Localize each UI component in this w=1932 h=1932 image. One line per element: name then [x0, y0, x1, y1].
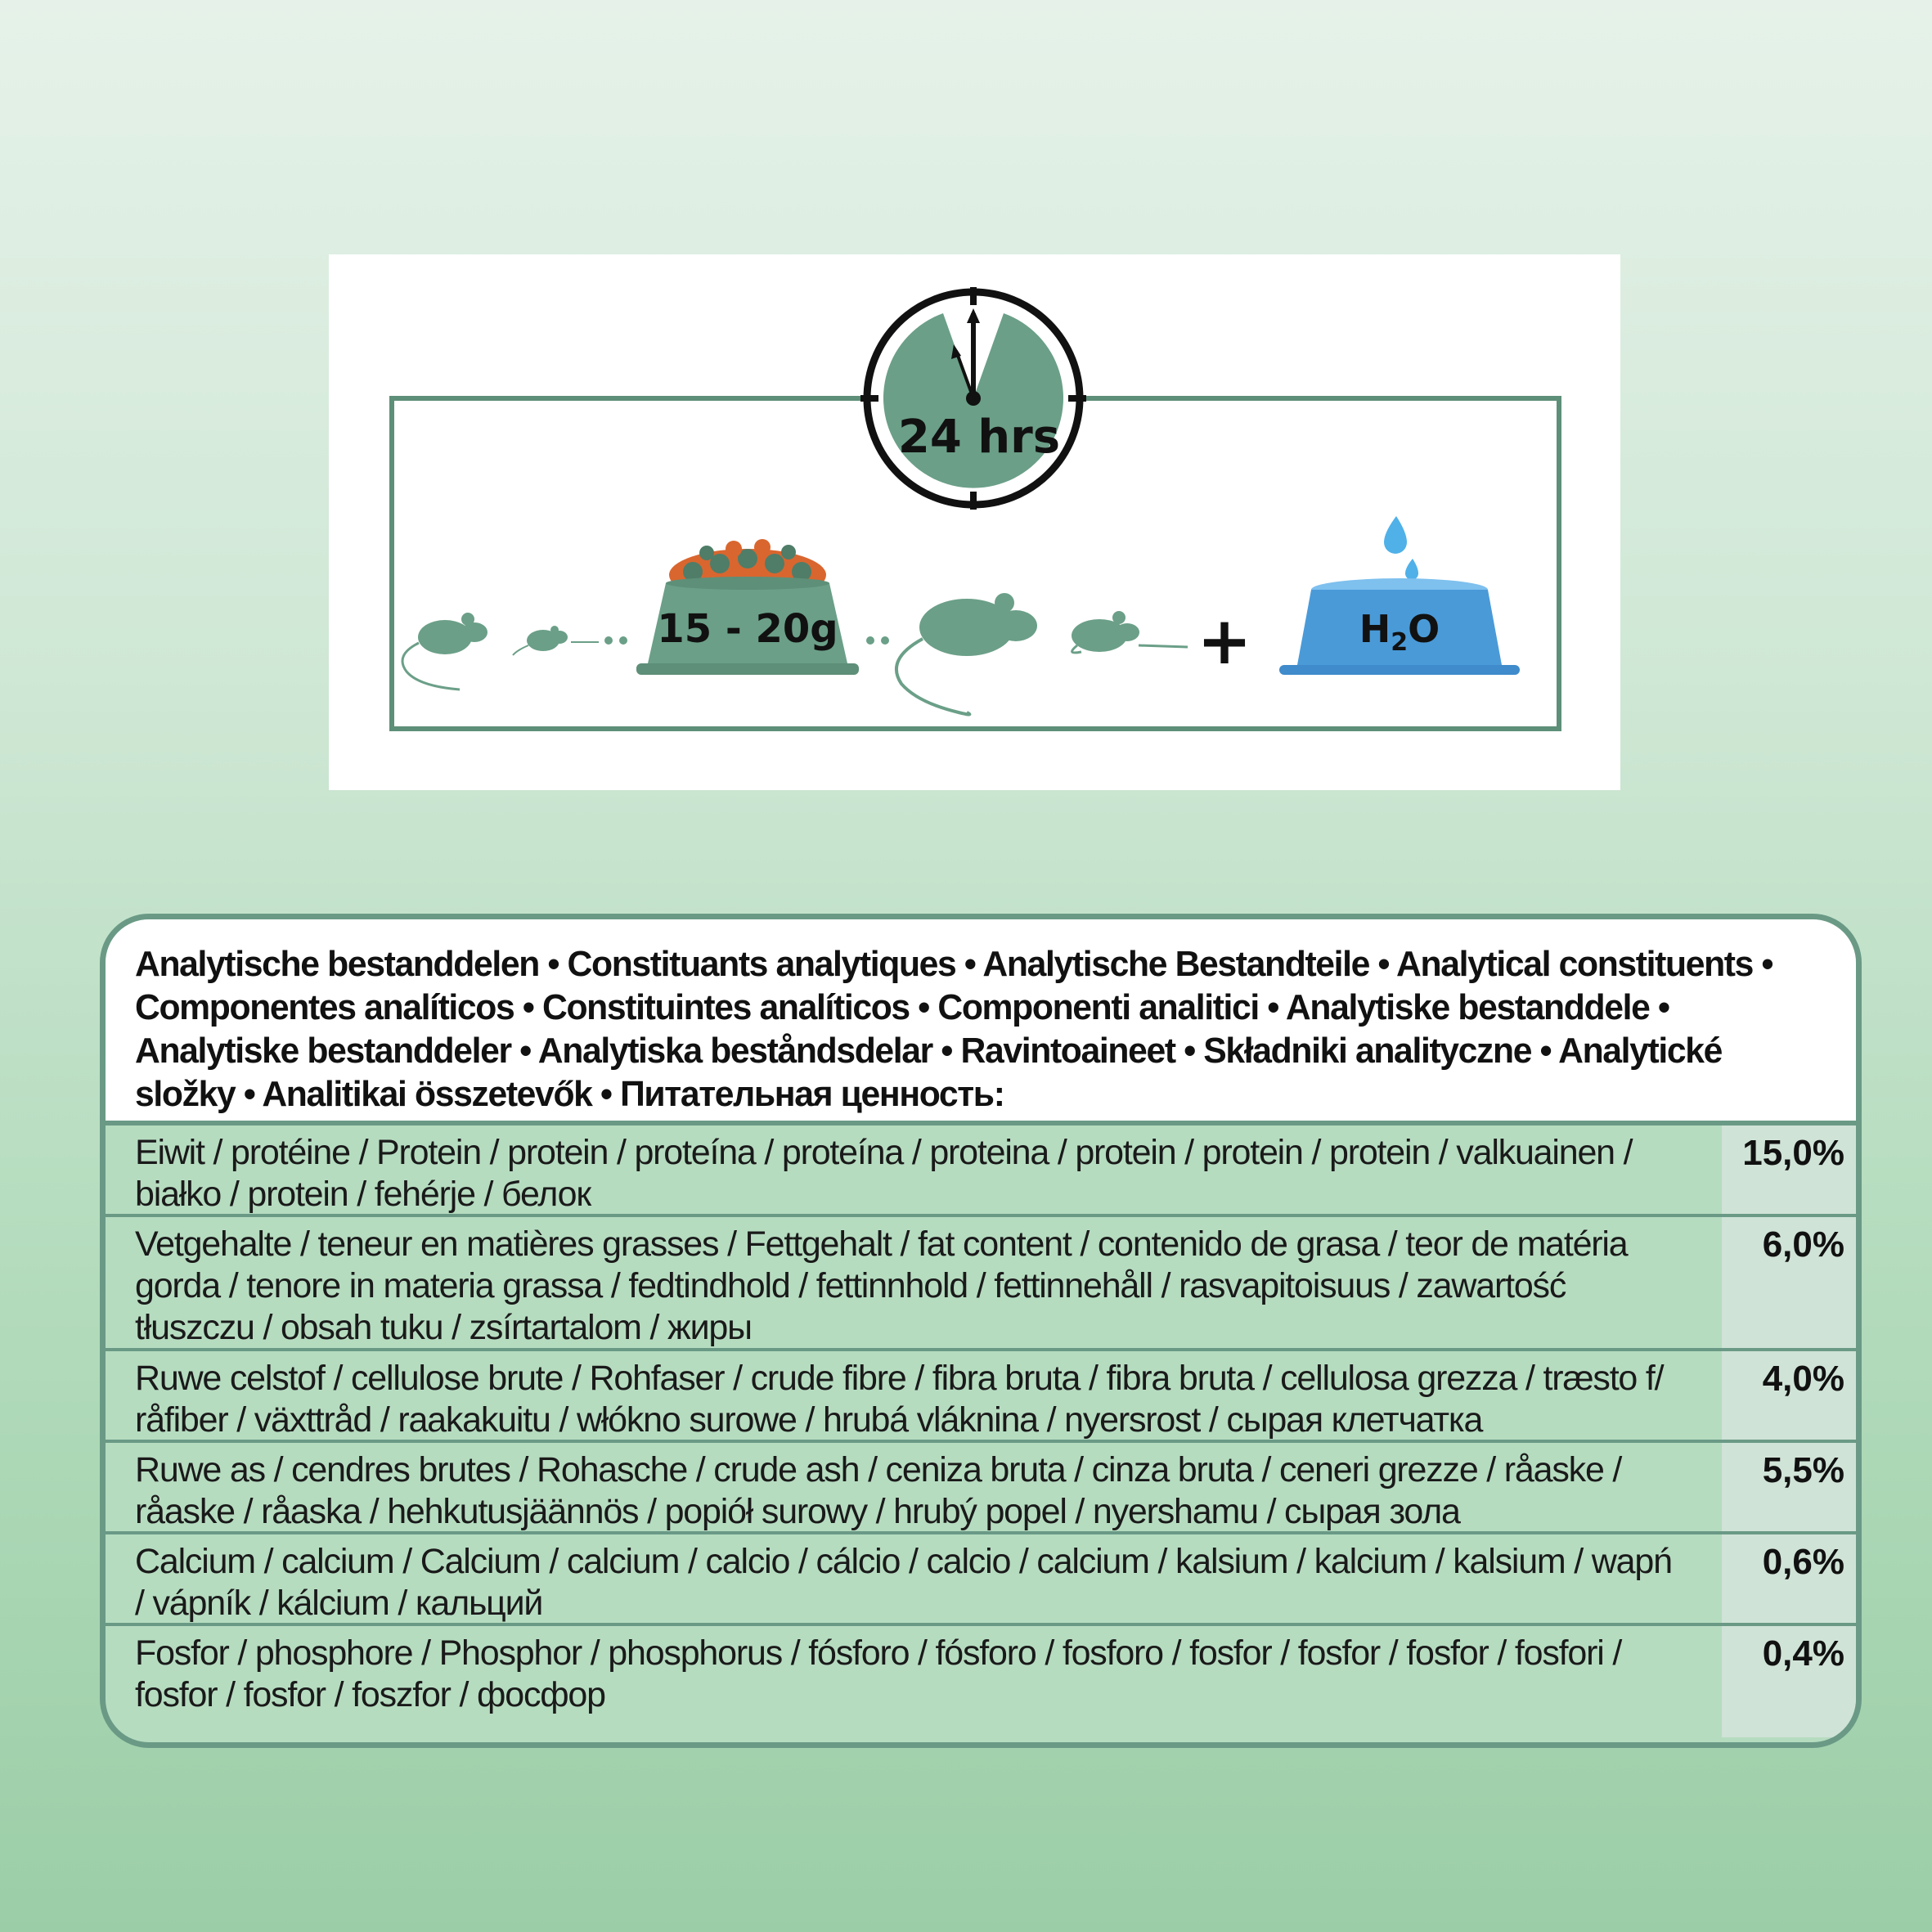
food-amount-label: 15 - 20g — [657, 606, 838, 652]
feeding-instructions-panel — [329, 254, 1620, 790]
row-label-ash: Ruwe as / cendres brutes / Rohasche / crude ash / ceniza bruta / cinza bruta / ceneri grezze / råaske / råaske / råaska / hehkutusjäännös / popiół surowy / hrubý popel / nyershamu / сырая зола — [135, 1450, 1622, 1531]
row-value-ash: 5,5% — [1762, 1450, 1844, 1490]
row-value-fibre: 4,0% — [1762, 1359, 1844, 1399]
row-value-calcium: 0,6% — [1762, 1542, 1844, 1582]
table-row — [106, 1534, 1856, 1626]
row-label-protein: Eiwit / protéine / Protein / protein / proteína / proteína / proteina / protein / protein / protein / valkuainen / białko / protein / fehérje / белок — [135, 1133, 1633, 1214]
analytical-constituents-table — [100, 914, 1862, 1748]
dot-icon — [604, 636, 613, 645]
table-row — [106, 1626, 1856, 1737]
row-value-cell — [1722, 1126, 1856, 1214]
mouse-icon — [1072, 611, 1188, 653]
dot-icon — [619, 636, 627, 645]
mouse-icon — [513, 626, 599, 655]
feeding-diagram — [329, 254, 1620, 790]
water-label-sub: 2 — [1391, 628, 1409, 657]
row-value-protein: 15,0% — [1742, 1133, 1844, 1173]
table-row — [106, 1217, 1856, 1351]
row-value-cell — [1722, 1626, 1856, 1737]
row-label-fat: Vetgehalte / teneur en matières grasses / Fettgehalt / fat content / contenido de grasa / teor de matéria gorda / tenore in materia grassa / fedtindhold / fettinnhold / fettinnehåll / rasvapitoisuus / zawartość tłuszczu / obsah tuku / zsírtartalom / жиры — [135, 1224, 1628, 1347]
water-bowl-icon — [1279, 516, 1520, 675]
row-value-cell — [1722, 1351, 1856, 1440]
row-value-cell — [1722, 1534, 1856, 1623]
row-label-fibre: Ruwe celstof / cellulose brute / Rohfaser / crude fibre / fibra bruta / fibra bruta / cellulosa grezza / træsto f/ råfiber / växttråd / raakakuitu / włókno surowe / hrubá vláknina / nyersrost / сырая клетчатка — [135, 1359, 1664, 1440]
row-value-phosphorus: 0,4% — [1762, 1633, 1844, 1674]
row-value-cell — [1722, 1217, 1856, 1348]
clock-label: 24 hrs — [897, 411, 1061, 464]
row-value-fat: 6,0% — [1762, 1224, 1844, 1265]
row-label-calcium: Calcium / calcium / Calcium / calcium / calcio / cálcio / calcio / calcium / kalsium / kalcium / kalsium / wapń / vápník / kálcium / кальций — [135, 1542, 1672, 1623]
mouse-icon — [402, 613, 487, 690]
table-header — [106, 919, 1856, 1126]
row-label-phosphorus: Fosfor / phosphore / Phosphor / phosphorus / fósforo / fósforo / fosforo / fosfor / fosfor / fosfor / fosfori / fosfor / fosfor / foszfor / фосфор — [135, 1633, 1622, 1714]
table-row — [106, 1126, 1856, 1217]
table-row — [106, 1443, 1856, 1534]
row-value-cell — [1722, 1443, 1856, 1531]
table-row — [106, 1351, 1856, 1443]
plus-sign: + — [1197, 603, 1252, 679]
water-label-main: H — [1359, 607, 1391, 651]
clock-icon — [860, 287, 1086, 510]
water-label-end: O — [1408, 607, 1440, 651]
dot-icon — [866, 636, 874, 645]
dot-icon — [881, 636, 889, 645]
food-bowl-icon — [636, 539, 859, 675]
mouse-icon — [896, 593, 1037, 715]
table-title: Analytische bestanddelen • Constituants analytiques • Analytische Bestandteile • Analytical constituents • Componentes analíticos • Constituintes analíticos • Componenti analitici • Analytiske bestanddele • Analytiske bestanddeler • Analytiska beståndsdelar • Ravintoaineet • Składniki analityczne • Analytické složky • Analitikai összetevők • Питательная ценность: — [135, 944, 1773, 1114]
